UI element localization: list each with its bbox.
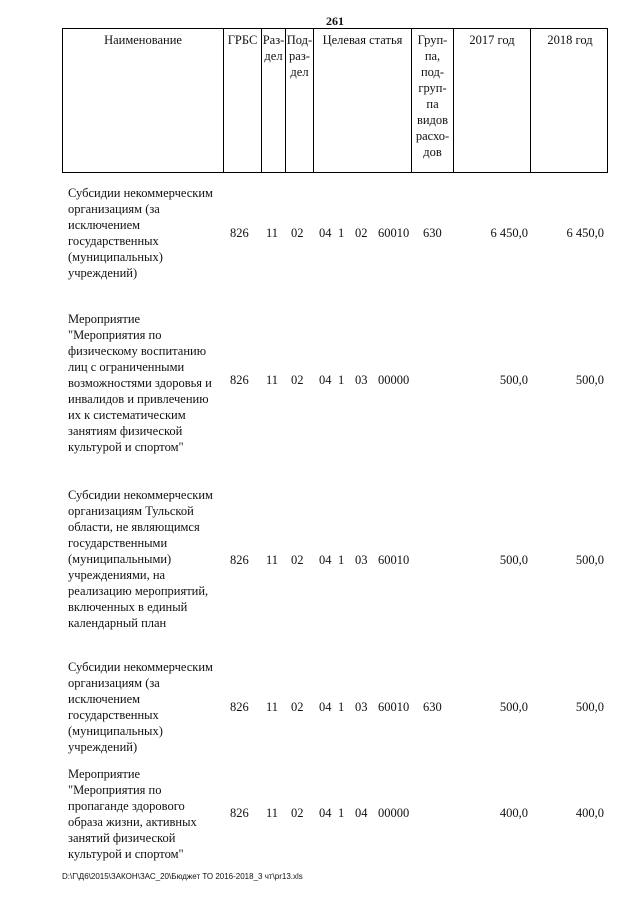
header-grbs: ГРБС [223,29,261,172]
file-path-footer: D:\Г\Д6\2015\ЗАКОН\ЗАС_20\Бюджет ТО 2016-2018_3 чт\pr13.xls [62,872,303,881]
row-target-2: 1 [338,553,345,567]
header-razdel: Раз- дел [261,29,285,172]
row-razdel: 11 [266,553,279,567]
row-target-3: 02 [355,226,368,240]
row-target-4: 60010 [378,700,410,714]
row-2017: 400,0 [499,806,528,820]
header-2018: 2018 год [530,29,609,172]
row-target-2: 1 [338,700,345,714]
row-target-3: 03 [355,373,368,387]
row-2017: 6 450,0 [490,226,528,240]
row-target-1: 04 [319,553,332,567]
header-target: Целевая статья [313,29,411,172]
row-podrazdel: 02 [291,553,304,567]
row-razdel: 11 [266,806,279,820]
row-target-4: 60010 [378,553,410,567]
table-header [62,28,608,173]
row-2018: 500,0 [575,553,604,567]
row-target-2: 1 [338,806,345,820]
header-group: Груп- па, под- груп- па видов расхо- дов [411,29,453,172]
row-name: Субсидии некоммерческим организациям (за исключением государственных (муниципальных) учреждений) [68,186,213,280]
row-group: 630 [423,226,442,240]
row-podrazdel: 02 [291,226,304,240]
row-target-1: 04 [319,806,332,820]
row-podrazdel: 02 [291,700,304,714]
row-2018: 400,0 [575,806,604,820]
row-podrazdel: 02 [291,373,304,387]
page-number: 261 [326,14,344,28]
row-target-4: 00000 [378,373,410,387]
row-target-1: 04 [319,700,332,714]
header-podrazdel: Под- раз- дел [285,29,313,172]
row-grbs: 826 [230,700,249,714]
row-group: 630 [423,700,442,714]
row-razdel: 11 [266,226,279,240]
row-2018: 6 450,0 [566,226,604,240]
header-2017: 2017 год [453,29,530,172]
row-target-1: 04 [319,226,332,240]
row-2018: 500,0 [575,373,604,387]
row-grbs: 826 [230,553,249,567]
row-razdel: 11 [266,373,279,387]
row-target-1: 04 [319,373,332,387]
row-target-4: 00000 [378,806,410,820]
row-target-3: 03 [355,553,368,567]
row-2017: 500,0 [499,553,528,567]
row-podrazdel: 02 [291,806,304,820]
row-name: Мероприятие "Мероприятия по пропаганде здорового образа жизни, активных занятий физической культурой и спортом" [68,767,197,861]
row-2018: 500,0 [575,700,604,714]
row-target-4: 60010 [378,226,410,240]
row-name: Мероприятие "Мероприятия по физическому воспитанию лиц с ограниченными возможностями здоровья и инвалидов и привлечению их к систематическим занятиям физической культурой и спортом" [68,312,212,454]
row-grbs: 826 [230,373,249,387]
row-grbs: 826 [230,806,249,820]
row-2017: 500,0 [499,373,528,387]
row-name: Субсидии некоммерческим организациям Тульской области, не являющимся государственными (муниципальными) учреждениями, на реализацию мероприятий, включенных в единый календарный план [68,488,213,630]
header-name: Наименование [104,33,182,47]
row-grbs: 826 [230,226,249,240]
row-name: Субсидии некоммерческим организациям (за исключением государственных (муниципальных) учреждений) [68,660,213,754]
row-target-3: 03 [355,700,368,714]
row-razdel: 11 [266,700,279,714]
row-target-3: 04 [355,806,368,820]
row-target-2: 1 [338,373,345,387]
row-2017: 500,0 [499,700,528,714]
row-target-2: 1 [338,226,345,240]
